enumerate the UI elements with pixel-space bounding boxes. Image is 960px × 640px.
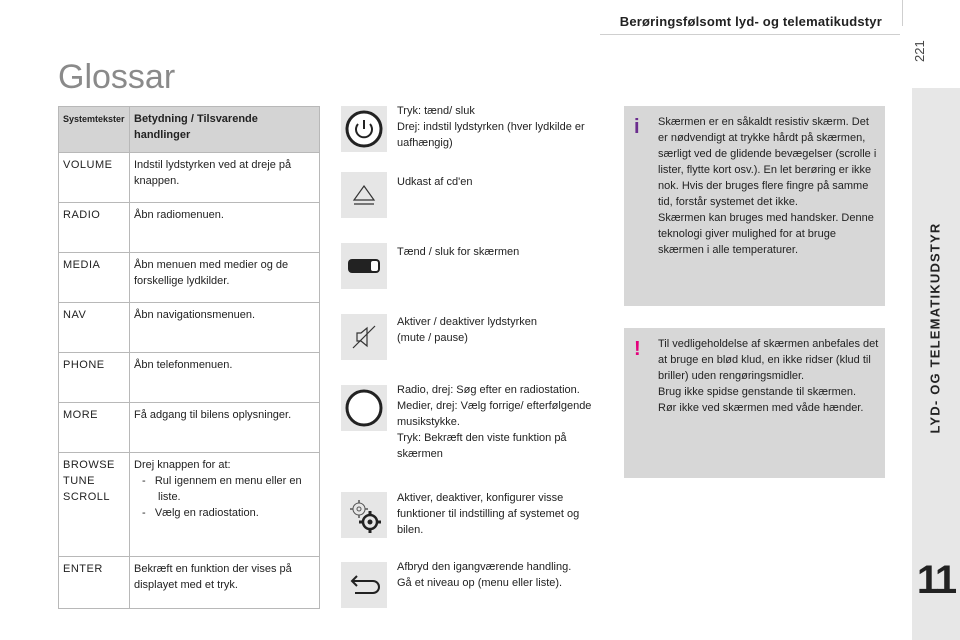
table-row — [59, 303, 320, 353]
meaning-cell — [130, 453, 320, 557]
eject-button-box — [341, 172, 387, 218]
header-title: Berøringsfølsomt lyd- og telematikudstyr — [619, 14, 882, 29]
power-button-box — [341, 106, 387, 152]
meaning-cell: Få adgang til bilens oplysninger. — [130, 403, 320, 453]
term-cell: MORE — [59, 403, 130, 453]
knob-box — [341, 385, 387, 431]
power-icon — [344, 109, 384, 149]
term-cell: VOLUME — [59, 153, 130, 203]
info-box-resistive-screen — [624, 106, 885, 306]
table-header-terms: Systemtekster — [59, 107, 130, 153]
meaning-intro: Drej knappen for at: — [134, 459, 231, 471]
info-icon: i — [634, 116, 640, 138]
info-text: Skærmen er en såkaldt resistiv skærm. Det er nødvendigt at trykke hårdt på skærmen, særligt ved de glidende bevægelser (scrolle i lister, flytte kort osv.). En let berøring er ikke nok. Hvis der bruges flere fingre på samme tid, forstår systemet det ikke. Skærmen kan bruges med handsker. Denne teknologi giver mulighed for at bruge skærmen i alle temperaturer. — [658, 116, 877, 256]
bullet-item: - Vælg en radiostation. — [142, 507, 259, 519]
settings-button-box — [341, 492, 387, 538]
back-button-box — [341, 562, 387, 608]
eject-icon — [349, 180, 379, 210]
settings-description: Aktiver, deaktiver, konfigurer visse funktioner til indstilling af systemet og bilen. — [397, 492, 583, 536]
mute-button-box — [341, 314, 387, 360]
knob-description: Radio, drej: Søg efter en radiostation. Medier, drej: Vælg forrige/ efterfølgende musikstykke. Tryk: Bekræft den viste funktion på skærmen — [397, 384, 592, 460]
term-cell: RADIO — [59, 203, 130, 253]
page-title: Glossar — [58, 58, 176, 96]
meaning-cell: Åbn telefonmenuen. — [130, 353, 320, 403]
warning-text: Til vedligeholdelse af skærmen anbefales det at bruge en blød klud, en ikke ridser (klud til briller) uden rengøringsmidler. Brug ikke spidse genstande til skærmen. Rør ikke ved skærmen med våde hænder. — [658, 338, 879, 414]
page-number: 221 — [912, 40, 927, 62]
warning-box-screen-care — [624, 328, 885, 478]
screen-toggle-icon — [347, 256, 381, 276]
header-vertical-divider — [902, 0, 903, 26]
screen-toggle-description: Tænd / sluk for skærmen — [397, 246, 520, 258]
bullet-text: Vælg en radiostation. — [154, 507, 259, 519]
bullet-text: Rul igennem en menu eller en liste. — [154, 475, 302, 503]
table-row — [59, 353, 320, 403]
glossary-table — [58, 106, 320, 609]
term-cell: NAV — [59, 303, 130, 353]
warning-icon: ! — [634, 338, 641, 360]
term-cell: PHONE — [59, 353, 130, 403]
power-description: Tryk: tænd/ sluk Drej: indstil lydstyrken (hver lydkilde er uafhængig) — [397, 105, 585, 149]
chapter-number: 11 — [916, 558, 956, 602]
screen-toggle-box — [341, 243, 387, 289]
term-cell: ENTER — [59, 557, 130, 609]
meaning-cell: Åbn radiomenuen. — [130, 203, 320, 253]
bullet-item: - Rul igennem en menu eller en liste. — [142, 475, 302, 503]
table-row — [59, 153, 320, 203]
table-row — [59, 557, 320, 609]
table-row — [59, 253, 320, 303]
back-arrow-icon — [347, 573, 381, 597]
mute-description: Aktiver / deaktiver lydstyrken (mute / pause) — [397, 316, 537, 344]
knob-icon — [344, 388, 384, 428]
table-row — [59, 203, 320, 253]
term-cell: MEDIA — [59, 253, 130, 303]
table-header-meaning: Betydning / Tilsvarende handlinger — [130, 107, 320, 153]
back-description: Afbryd den igangværende handling. Gå et niveau op (menu eller liste). — [397, 561, 572, 589]
meaning-cell: Åbn menuen med medier og de forskellige lydkilder. — [130, 253, 320, 303]
chapter-label: LYD- OG TELEMATIKUDSTYR — [927, 222, 943, 434]
table-row — [59, 453, 320, 557]
meaning-cell: Åbn navigationsmenuen. — [130, 303, 320, 353]
meaning-cell: Bekræft en funktion der vises på displayet med et tryk. — [130, 557, 320, 609]
settings-gears-icon — [344, 495, 384, 535]
eject-description: Udkast af cd'en — [397, 176, 473, 188]
mute-icon — [349, 322, 379, 352]
meaning-cell: Indstil lydstyrken ved at dreje på knappen. — [130, 153, 320, 203]
table-row — [59, 403, 320, 453]
header-divider — [600, 34, 900, 35]
term-cell: BROWSE TUNE SCROLL — [59, 453, 130, 557]
